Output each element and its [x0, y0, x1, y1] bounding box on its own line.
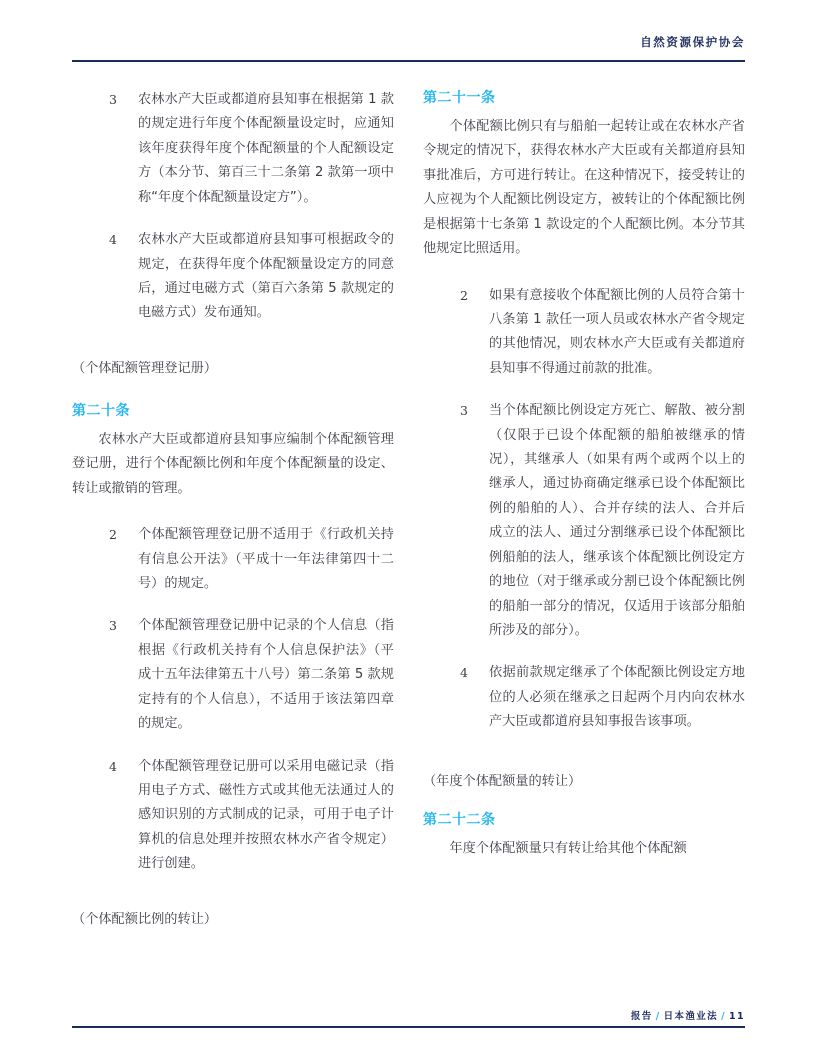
- footer-separator-1: /: [655, 1011, 661, 1022]
- spacer: [72, 210, 394, 228]
- clause-number: 4: [109, 758, 117, 774]
- clause-number: 3: [109, 92, 117, 107]
- clause-item: [423, 284, 745, 382]
- article-21-body: 个体配额比例只有与船舶一起转让或在农林水产省令规定的情况下，获得农林水产大臣或有关都道府县知事批准后，方可进行转让。在这种情况下，接受转让的人应视为个人配额比例设定方，被转让的个体配额比例是根据第十七条第 1 款设定的个人配额比例。本分节其他规定比照适用。: [423, 119, 745, 257]
- left-column: [72, 88, 394, 932]
- right-column: [423, 88, 745, 861]
- two-column-body: [72, 88, 745, 978]
- section-label: （年度个体配额量的转让）: [423, 773, 582, 789]
- footer-document-title: 日本渔业法: [663, 1011, 719, 1022]
- spacer: [72, 381, 394, 401]
- clause-item: [72, 523, 394, 596]
- clause-text: 农林水产大臣或都道府县知事可根据政令的规定，在获得年度个体配额量设定方的同意后，通过电磁方式（第百六条第 5 款规定的电磁方式）发布通知。: [138, 232, 394, 321]
- footer-report-label: 报告: [630, 1011, 653, 1022]
- clause-text: 农林水产大臣或都道府县知事在根据第 1 款的规定进行年度个体配额量设定时，应通知该年度获得年度个体配额量的个人配额设定方（本分节、第百三十二条第 2 款第一项中称“年度个体配额量设定方”）。: [138, 92, 394, 205]
- clause-number: 4: [460, 665, 468, 681]
- clause-number: 3: [109, 618, 117, 634]
- clause-item: [423, 399, 745, 643]
- clause-item: [72, 228, 394, 326]
- section-label: （个体配额管理登记册）: [72, 360, 218, 376]
- spacer: [423, 643, 745, 661]
- spacer: [72, 737, 394, 755]
- clause-number: 2: [460, 287, 468, 303]
- spacer: [72, 596, 394, 614]
- clause-item: [72, 614, 394, 736]
- spacer: [423, 262, 745, 284]
- footer-breadcrumb: [631, 1008, 745, 1022]
- clause-text: 当个体配额比例设定方死亡、解散、被分割（仅限于已设个体配额的船舶被继承的情况），其继承人（如果有两个或两个以上的继承人，通过协商确定继承已设个体配额比例的船舶的人）、合并存续的法人、合并后成立的法人、通过分割继承已设个体配额比例船舶的法人，继承该个体配额比例设定方的地位（对于继承或分割已设个体配额比例的船舶一部分的情况，仅适用于该部分船舶所涉及的部分）。: [489, 403, 745, 639]
- spacer: [423, 735, 745, 769]
- article-heading-22: 第二十二条: [423, 811, 496, 828]
- clause-text: 个体配额管理登记册可以采用电磁记录（指用电子方式、磁性方式或其他无法通过人的感知识别的方式制成的记录，可用于电子计算机的信息处理并按照农林水产省令规定）进行创建。: [138, 758, 394, 872]
- article-heading-20: 第二十条: [72, 402, 130, 419]
- page-footer: [72, 1008, 745, 1042]
- header-divider-rule: [72, 60, 745, 62]
- footer-separator-2: /: [721, 1011, 726, 1022]
- spacer: [72, 877, 394, 907]
- spacer: [72, 501, 394, 523]
- clause-number: 2: [109, 527, 117, 543]
- page-header: [72, 34, 745, 64]
- spacer: [423, 794, 745, 810]
- header-organization-name: 自然资源保护协会: [640, 35, 745, 49]
- spacer: [72, 326, 394, 356]
- clause-text: 个体配额管理登记册不适用于《行政机关持有信息公开法》（平成十一年法律第四十二号）的规定。: [138, 527, 394, 591]
- footer-page-number: 11: [728, 1011, 745, 1022]
- article-20-body: 农林水产大臣或都道府县知事应编制个体配额管理登记册，进行个体配额比例和年度个体配额量的设定、转让或撤销的管理。: [72, 431, 394, 496]
- clause-item: [72, 755, 394, 877]
- article-22-body: 年度个体配额量只有转让给其他个体配额: [449, 840, 687, 856]
- article-heading-21: 第二十一条: [423, 90, 496, 106]
- clause-text: 个体配额管理登记册中记录的个人信息（指根据《行政机关持有个人信息保护法》（平成十五年法律第五十八号）第二条第 5 款规定持有的个人信息），不适用于该法第四章的规定。: [138, 618, 394, 732]
- spacer: [423, 381, 745, 399]
- clause-number: 3: [460, 403, 468, 419]
- clause-item: [72, 88, 394, 210]
- clause-text: 如果有意接收个体配额比例的人员符合第十八条第 1 款任一项人员或农林水产省令规定的其他情况，则农林水产大臣或有关都道府县知事不得通过前款的批准。: [489, 287, 745, 376]
- clause-item: [423, 661, 745, 734]
- clause-text: 依据前款规定继承了个体配额比例设定方地位的人必须在继承之日起两个月内向农林水产大臣或都道府县知事报告该事项。: [489, 665, 745, 730]
- section-label: （个体配额比例的转让）: [72, 911, 218, 927]
- footer-divider-rule: [72, 1026, 745, 1028]
- clause-number: 4: [109, 232, 117, 248]
